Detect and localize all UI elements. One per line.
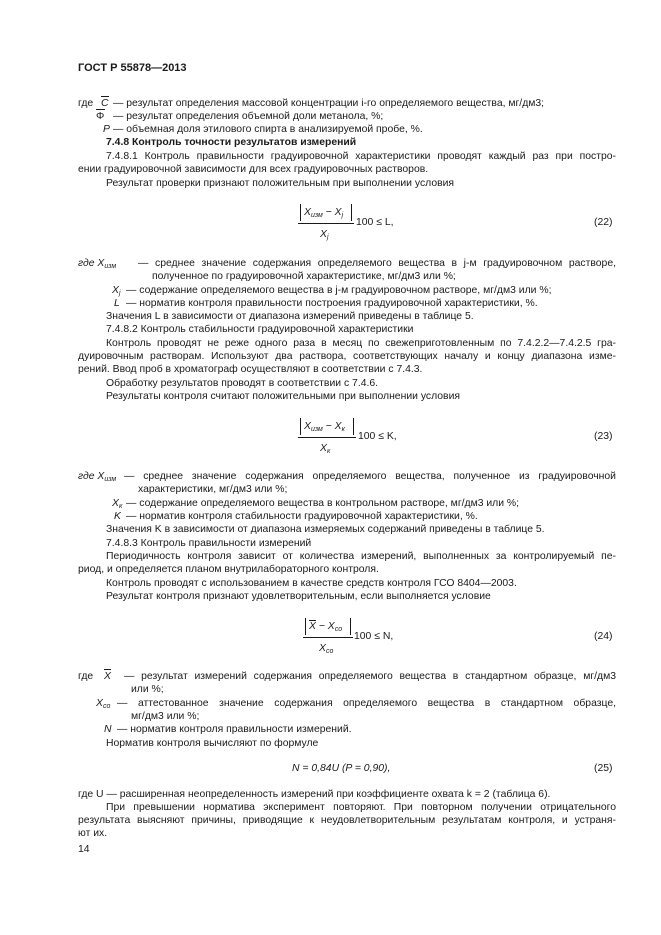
- formula-22-numerator: $X_{изм} - X_j$: [304, 207, 344, 219]
- para-repeat-line2: результата выясняют причины, приводящие к неудовлетворительным результатам контроля, и устраня-: [78, 815, 616, 826]
- para-repeat-line1: При превышении норматива эксперимент повторяют. При повторном получении отрицательного: [106, 802, 616, 813]
- abs-bar-right: [350, 618, 351, 635]
- page-number: 14: [78, 844, 90, 855]
- symbol-xk: $X_к$: [112, 498, 123, 510]
- symbol-n: N: [104, 724, 112, 735]
- abs-bar-left: [300, 418, 301, 435]
- formula-23-tail: 100 ≤ K,: [358, 431, 397, 442]
- where-22-def3: — норматив контроля правильности построения градуировочной характеристики, %.: [126, 298, 538, 309]
- formula-23-numerator: $X_{изм} - X_к$: [304, 421, 345, 433]
- para-positive-condition: Результаты контроля считают положительными при выполнении условия: [106, 391, 461, 402]
- abs-bar-right: [351, 204, 352, 221]
- symbol-xj: $X_j$: [112, 285, 121, 297]
- where-23-def3: — норматив контроля стабильности градуировочной характеристики, %.: [126, 511, 478, 522]
- para-repeat-line3: ют их.: [78, 828, 108, 839]
- document-header: ГОСТ Р 55878—2013: [78, 62, 187, 74]
- overbar: [104, 669, 111, 670]
- overbar: [96, 109, 105, 110]
- symbol-phi-mean: Φ: [96, 111, 105, 122]
- formula-22-tail: 100 ≤ L,: [356, 217, 394, 228]
- symbol-c-mean: C: [101, 98, 109, 109]
- formula-23-denominator: $X_к$: [320, 443, 331, 455]
- where-23-def1-line2: характеристики, мг/дм3 или %;: [138, 484, 288, 495]
- where-23-def1-line1: — среднее значение содержания определяемого вещества, полученное из градуировочной: [124, 471, 616, 482]
- formula-24-numerator: $X - X_{co}$: [309, 621, 343, 633]
- where-24-def1-line2: или %;: [131, 684, 164, 695]
- symbol-l: L: [114, 298, 120, 309]
- para-result-condition: Результат проверки признают положительным при выполнении условия: [106, 178, 455, 189]
- symbol-p: P: [103, 124, 110, 135]
- overbar: [309, 620, 316, 621]
- formula-22: [298, 204, 358, 246]
- formula-24-number: (24): [594, 631, 613, 642]
- where-24-intro: где: [78, 671, 94, 682]
- overbar: [101, 96, 109, 97]
- formula-25: N = 0,84U (P = 0,90),: [292, 763, 391, 774]
- section-title-7-4-8-2: 7.4.8.2 Контроль стабильности градуировочной характеристики: [106, 324, 414, 335]
- where-22-def1-line1: — среднее значение содержания определяемого вещества в j-м градуировочном растворе,: [138, 258, 616, 269]
- fraction-line: [298, 223, 354, 224]
- where-24-def2-line2: мг/дм3 или %;: [131, 711, 200, 722]
- formula-24-tail: 100 ≤ N,: [354, 631, 394, 642]
- where-22-intro: где $X_{изм}$: [78, 258, 117, 270]
- definition-p: — объемная доля этилового спирта в анализируемой пробе, %.: [113, 124, 423, 135]
- formula-24: [303, 618, 359, 660]
- fraction-line: [303, 637, 353, 638]
- para-control-means: Контроль проводят с использованием в качестве средств контроля ГСО 8404—2003.: [106, 578, 517, 589]
- para-satisfactory-condition: Результат контроля признают удовлетворительным, если выполняется условие: [106, 591, 491, 602]
- symbol-k: K: [114, 511, 121, 522]
- where-22-def1-line2: полученное по градуировочной характеристике, мг/дм3 или %;: [152, 271, 456, 282]
- abs-bar-left: [305, 618, 306, 635]
- where-22-def2: — содержание определяемого вещества в j-м градуировочном растворе, мг/дм3 или %;: [126, 285, 552, 296]
- para-7-4-8-2-line3: рений. Ввод проб в хроматограф осуществляют в соответствии с 7.4.3.: [78, 364, 423, 375]
- definition-phi: — результат определения объемной доли метанола, %;: [113, 111, 384, 122]
- abs-bar-left: [300, 204, 301, 221]
- formula-25-number: (25): [594, 763, 613, 774]
- para-processing: Обработку результатов проводят в соответствии с 7.4.6.: [106, 378, 379, 389]
- para-7-4-8-2-line1: Контроль проводят не реже одного раза в месяц по свежеприготовленным по 7.4.2.2—7.4.2.5 гра-: [106, 338, 616, 349]
- where-25-definition: где U — расширенная неопределенность измерений при коэффициенте охвата k = 2 (таблица 6).: [78, 789, 551, 800]
- para-7-4-8-1-line2: ении градуировочной зависимости для всех градуировочных растворов.: [78, 164, 429, 175]
- fraction-line: [298, 437, 356, 438]
- para-7-4-8-2-line2: дуировочным растворам. Используют два раствора, соответствующих началу и концу диапазона изме-: [78, 351, 616, 362]
- para-norm-formula: Норматив контроля вычисляют по формуле: [106, 738, 319, 749]
- formula-23: [298, 418, 360, 460]
- values-l-note: Значения L в зависимости от диапазона измерений приведены в таблице 5.: [106, 311, 474, 322]
- where-24-def3: — норматив контроля правильности измерений.: [117, 724, 352, 735]
- where-23-intro: где $X_{изм}$: [78, 471, 117, 483]
- where-24-def2-line1: — аттестованное значение содержания определяемого вещества в стандартном образце,: [117, 698, 616, 709]
- para-7-4-8-3-line1: Периодичность контроля зависит от количества измерений, выполненных за контролируемый пе-: [106, 551, 616, 562]
- where-intro: где: [78, 98, 94, 109]
- para-7-4-8-1-line1: 7.4.8.1 Контроль правильности градуировочной характеристики проводят каждый раз при постро-: [106, 151, 616, 162]
- formula-23-number: (23): [594, 431, 613, 442]
- formula-22-denominator: $X_j$: [320, 229, 329, 241]
- definition-c: — результат определения массовой концентрации i-го определяемого вещества, мг/дм3;: [113, 98, 545, 109]
- values-k-note: Значения K в зависимости от диапазона измеряемых содержаний приведены в таблице 5.: [106, 524, 545, 535]
- where-24-def1-line1: — результат измерений содержания определяемого вещества в стандартном образце, мг/дм3: [124, 671, 616, 682]
- symbol-x-mean: X: [104, 671, 111, 682]
- para-7-4-8-3-line2: риод, и определяется планом внутрилабораторного контроля.: [78, 564, 379, 575]
- formula-22-number: (22): [594, 217, 613, 228]
- symbol-xco: $X_{со}$: [96, 698, 111, 710]
- section-title-7-4-8-3: 7.4.8.3 Контроль правильности измерений: [106, 538, 312, 549]
- where-23-def2: — содержание определяемого вещества в контрольном растворе, мг/дм3 или %;: [126, 498, 520, 509]
- formula-24-denominator: $X_{co}$: [319, 643, 334, 655]
- section-heading-7-4-8: 7.4.8 Контроль точности результатов измерений: [106, 137, 357, 148]
- abs-bar-right: [353, 418, 354, 435]
